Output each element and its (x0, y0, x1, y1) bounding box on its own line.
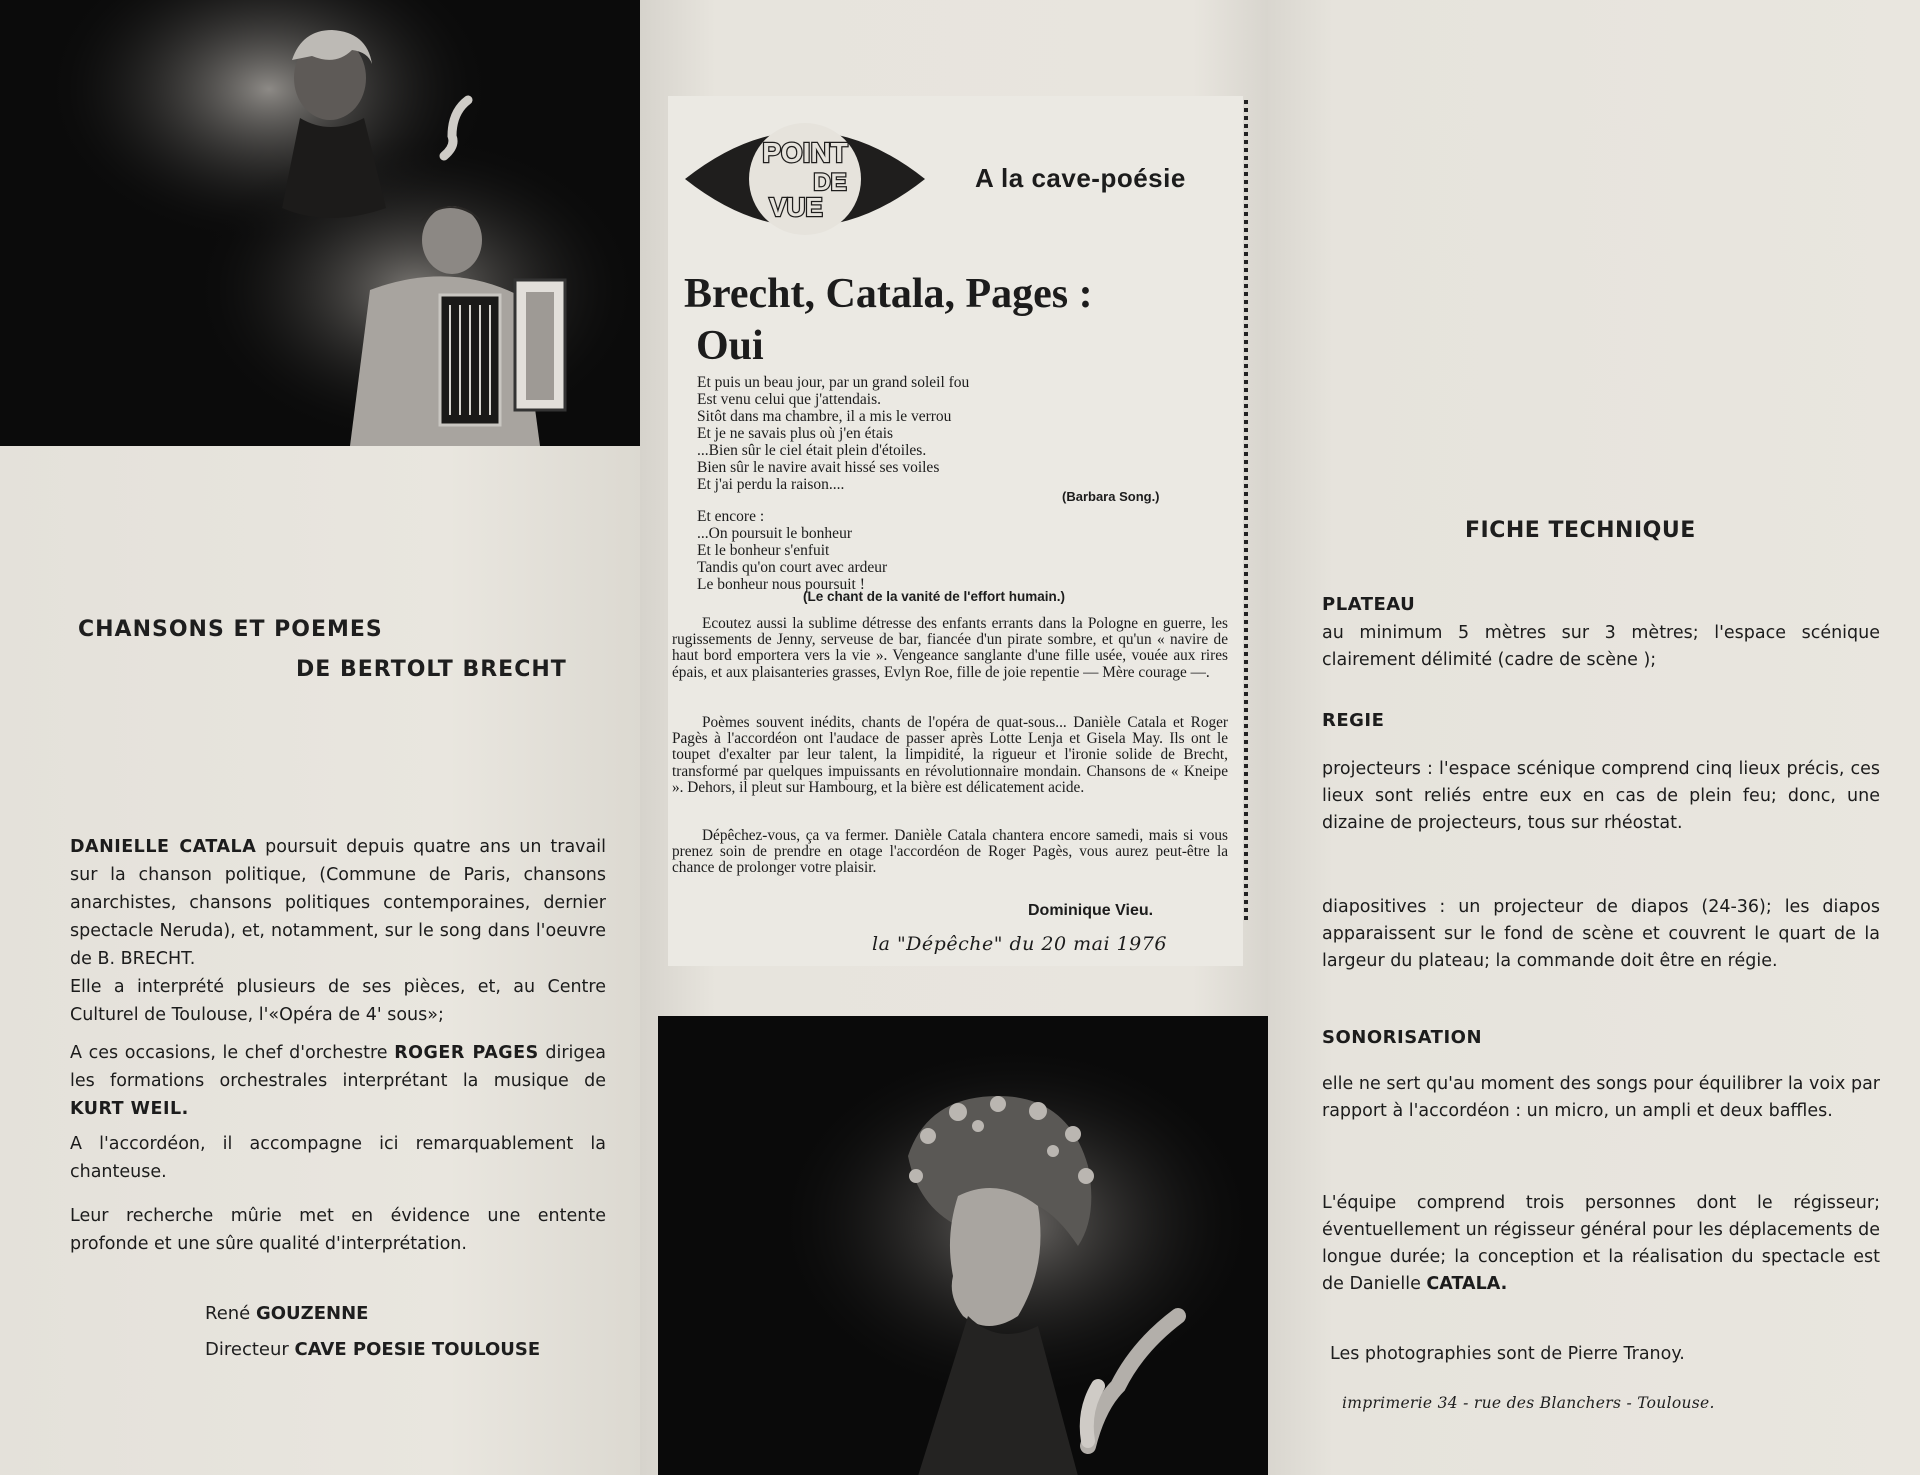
intro-text: poursuit depuis quatre ans un travail sur la chanson politique, (Commune de Paris, chansons anarchistes, chansons politiques contemporaines, dernier spectacle Neruda), et, notamment, sur le song dans l'oeuvre de B. BRECHT. (70, 837, 606, 969)
poem-line: Et j'ai perdu la raison.... (697, 476, 845, 493)
poem-credit-vanite: (Le chant de la vanité de l'effort humain.) (803, 589, 1065, 604)
poem-line: ...Bien sûr le ciel était plein d'étoiles. (697, 442, 927, 459)
article-paragraph-3: Dépêchez-vous, ça va fermer. Danièle Catala chantera encore samedi, mais si vous prenez soin de prendre en otage l'accordéon de Roger Pagès, vous aurez peut-être la chance de prolonger votre plaisir. (672, 827, 1228, 877)
name-kurt-weil: KURT WEIL. (70, 1099, 189, 1119)
poem-barbara-song (697, 374, 969, 493)
name-roger-pages: ROGER PAGES (394, 1043, 539, 1063)
article-paragraph-2: Poèmes souvent inédits, chants de l'opéra de quat-sous... Danièle Catala et Roger Pagès à l'accordéon ont l'audace de passer après Lotte Lenja et Gisela May. Ils ont le toupet d'exalter par leur talent, la limpidité, la rigueur et l'ironie solide de Brecht, transformé par quelques impuissants en révolutionnaire mondain. Chansons de « Kneipe ». Dehors, il pleut sur Hambourg, et la bière est délicatement acide. (672, 714, 1228, 796)
left-paragraph-research: Leur recherche mûrie met en évidence une entente profonde et une sûre qualité d'interprétation. (70, 1206, 606, 1254)
equipe-name-catala: CATALA. (1426, 1274, 1508, 1294)
poem-line: Le bonheur nous poursuit ! (697, 576, 865, 593)
poem-vanite (697, 508, 887, 593)
poem-line: Et je ne savais plus où j'en étais (697, 425, 894, 442)
photo-portrait-illustration (658, 1016, 1276, 1475)
section-heading-plateau: PLATEAU (1322, 594, 1416, 615)
poem-line: Est venu celui que j'attendais. (697, 391, 882, 408)
name-danielle-catala: DANIELLE CATALA (70, 837, 257, 857)
signature-role: Directeur (205, 1339, 295, 1360)
fiche-technique-title: FICHE TECHNIQUE (1465, 518, 1696, 543)
left-heading-line2: DE BERTOLT BRECHT (296, 657, 567, 682)
clipping-dotted-border (1244, 100, 1248, 922)
projecteurs-text: projecteurs : l'espace scénique comprend cinq lieux précis, ces lieux sont reliés entre eux en cas de plein feu; donc, une dizaine de projecteurs, tous sur rhéostat. (1322, 759, 1880, 833)
poem-line: Et encore : (697, 508, 765, 525)
orchestra-text-a: A ces occasions, le chef d'orchestre (70, 1043, 395, 1063)
left-paragraph-orchestra (70, 1039, 606, 1123)
intro-text-2: Elle a interprété plusieurs de ses pièces, et, au Centre Culturel de Toulouse, l'«Opéra de 4' sous»; (70, 977, 606, 1025)
left-heading-line1: CHANSONS ET POEMES (78, 617, 383, 642)
signature-title (205, 1339, 540, 1360)
clipping-kicker: A la cave-poésie (975, 163, 1186, 193)
orchestra-text-b: dirigea les formations orchestrales interprétant la musique de (70, 1043, 606, 1091)
left-panel (0, 0, 640, 1475)
poem-line: Bien sûr le navire avait hissé ses voiles (697, 459, 940, 476)
section-heading-sonorisation: SONORISATION (1322, 1027, 1483, 1048)
clipping-headline-line1: Brecht, Catala, Pages : (684, 271, 1093, 317)
poem-line: Tandis qu'on court avec ardeur (697, 559, 888, 576)
photo-singer-accordionist (0, 0, 640, 446)
section-heading-regie: REGIE (1322, 710, 1385, 731)
poem-line: ...On poursuit le bonheur (697, 525, 852, 542)
sonorisation-text: elle ne sert qu'au moment des songs pour équilibrer la voix par rapport à l'accordéon : un micro, un ampli et deux baffles. (1322, 1074, 1880, 1121)
poem-line: Et puis un beau jour, par un grand soleil fou (697, 374, 970, 391)
article-paragraph-1: Ecoutez aussi la sublime détresse des enfants errants dans la Pologne en guerre, les rugissements de Jenny, serveuse de bar, fiancée d'un pirate sombre, et qu'un « navire de haut bord emportera vers la vie ». Vengeance sanglante d'une fille usée, vouée aux rires épais, et aux plaisanteries grasses, Evlyn Roe, fille de joie repentie — Mère courage —. (672, 615, 1228, 681)
equipe-text (1322, 1190, 1880, 1298)
point-de-vue-eye-logo (680, 112, 930, 247)
article-source: la "Dépêche" du 20 mai 1976 (872, 933, 1167, 955)
article-author: Dominique Vieu. (1028, 902, 1154, 919)
equipe-text-body: L'équipe comprend trois personnes dont le régisseur; éventuellement un régisseur général pour les déplacements de longue durée; la conception et la réalisation du spectacle est de Danielle (1322, 1193, 1880, 1294)
plateau-text: au minimum 5 mètres sur 3 mètres; l'espace scénique clairement délimité (cadre de scène ); (1322, 623, 1880, 670)
signature-organization: CAVE POESIE TOULOUSE (294, 1339, 541, 1360)
signature-name (205, 1303, 368, 1324)
poem-line: Et le bonheur s'enfuit (697, 542, 830, 559)
left-paragraph-intro (70, 833, 606, 1029)
diapositives-text: diapositives : un projecteur de diapos (24-36); les diapos apparaissent sur le fond de scène et couvrent le quart de la largeur du plateau; la commande doit être en régie. (1322, 897, 1880, 971)
printer-credit: imprimerie 34 - rue des Blanchers - Toulouse. (1342, 1394, 1715, 1412)
logo-text-vue: VUE (769, 192, 823, 222)
photo-singer-portrait (658, 1016, 1276, 1475)
signature-last-name: GOUZENNE (255, 1303, 369, 1324)
clipping-headline-line2: Oui (696, 323, 764, 369)
left-paragraph-accordion: A l'accordéon, il accompagne ici remarquablement la chanteuse. (70, 1134, 606, 1182)
photo-illustration (0, 0, 640, 446)
poem-line: Sitôt dans ma chambre, il a mis le verrou (697, 408, 952, 425)
logo-text-de: DE (813, 169, 847, 196)
photo-credit: Les photographies sont de Pierre Tranoy. (1330, 1344, 1685, 1364)
poem-credit-barbara: (Barbara Song.) (1062, 489, 1160, 504)
logo-text-point: POINT (762, 137, 848, 168)
signature-first-name: René (205, 1303, 256, 1324)
